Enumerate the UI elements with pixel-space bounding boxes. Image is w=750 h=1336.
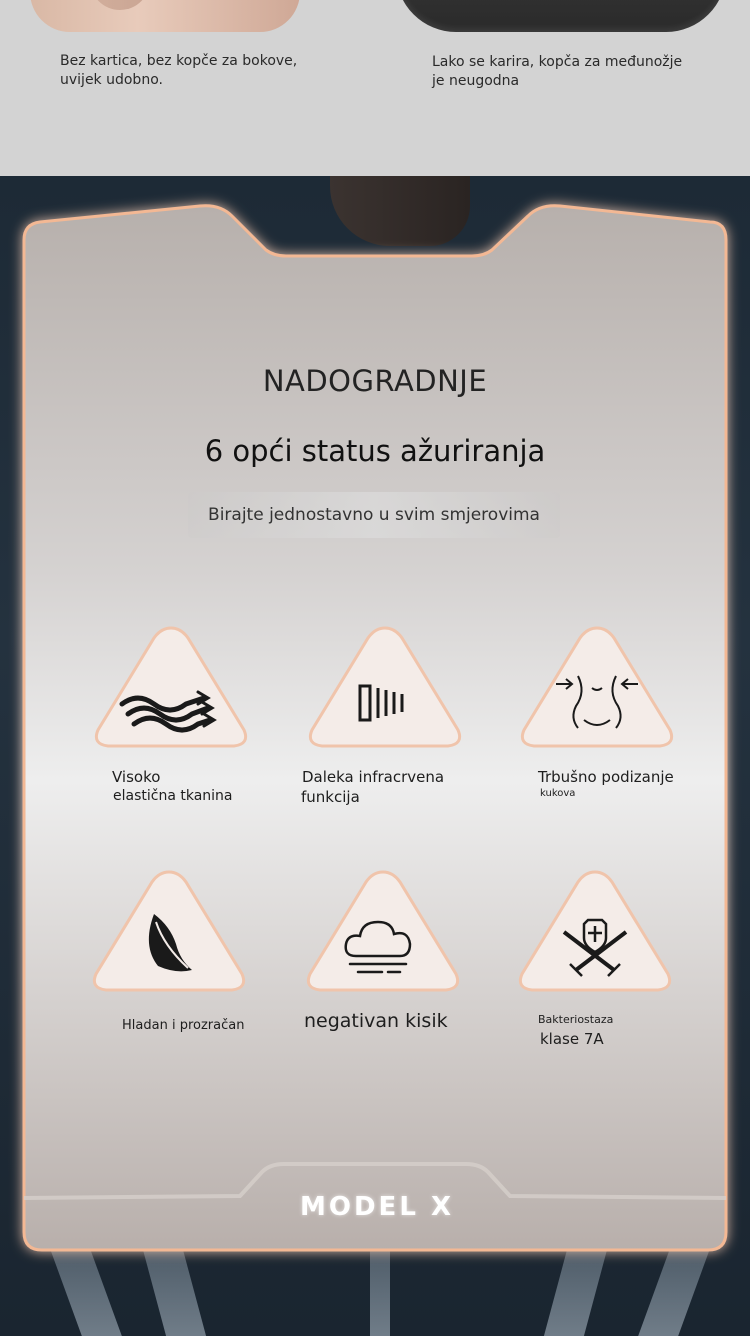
feature-label-3b: kukova: [540, 788, 576, 799]
triangle-badge: [300, 622, 470, 762]
feature-elastic-fabric: [86, 622, 256, 762]
triangle-badge: [84, 866, 254, 1006]
feature-label-3: Trbušno podizanje: [538, 768, 674, 786]
feature-label-5: negativan kisik: [304, 1010, 448, 1032]
feature-label-1: Visoko: [112, 768, 161, 786]
feature-label-2b: funkcija: [301, 788, 360, 806]
feature-cool-breathable: [84, 866, 254, 1006]
feature-waist-lift: [512, 622, 682, 762]
feature-label-1b: elastična tkanina: [113, 788, 233, 804]
feature-negative-oxygen: [298, 866, 468, 1006]
tagline-text: Birajte jednostavno u svim smjerovima: [208, 505, 540, 525]
feature-label-4: Hladan i prozračan: [122, 1018, 245, 1033]
feature-label-6b: klase 7A: [540, 1030, 604, 1048]
triangle-badge: [512, 622, 682, 762]
triangle-badge: [298, 866, 468, 1006]
model-x-logo: MODEL X: [300, 1192, 454, 1222]
feature-label-6: Bakteriostaza: [538, 1013, 614, 1026]
triangle-badge: [510, 866, 680, 1006]
right-caption: Lako se karira, kopča za međunožje je neugodna: [432, 54, 683, 89]
tagline-pill: [188, 492, 560, 538]
left-caption: Bez kartica, bez kopče za bokove, uvijek udobno.: [60, 53, 298, 88]
upgrades-heading: NADOGRADNJE: [262, 364, 488, 398]
triangle-badge: [86, 622, 256, 762]
status-subheading: 6 opći status ažuriranja: [204, 434, 546, 468]
feature-label-2: Daleka infracrvena: [302, 768, 445, 786]
feature-far-infrared: [300, 622, 470, 762]
feature-bacteriostasis: [510, 866, 680, 1006]
